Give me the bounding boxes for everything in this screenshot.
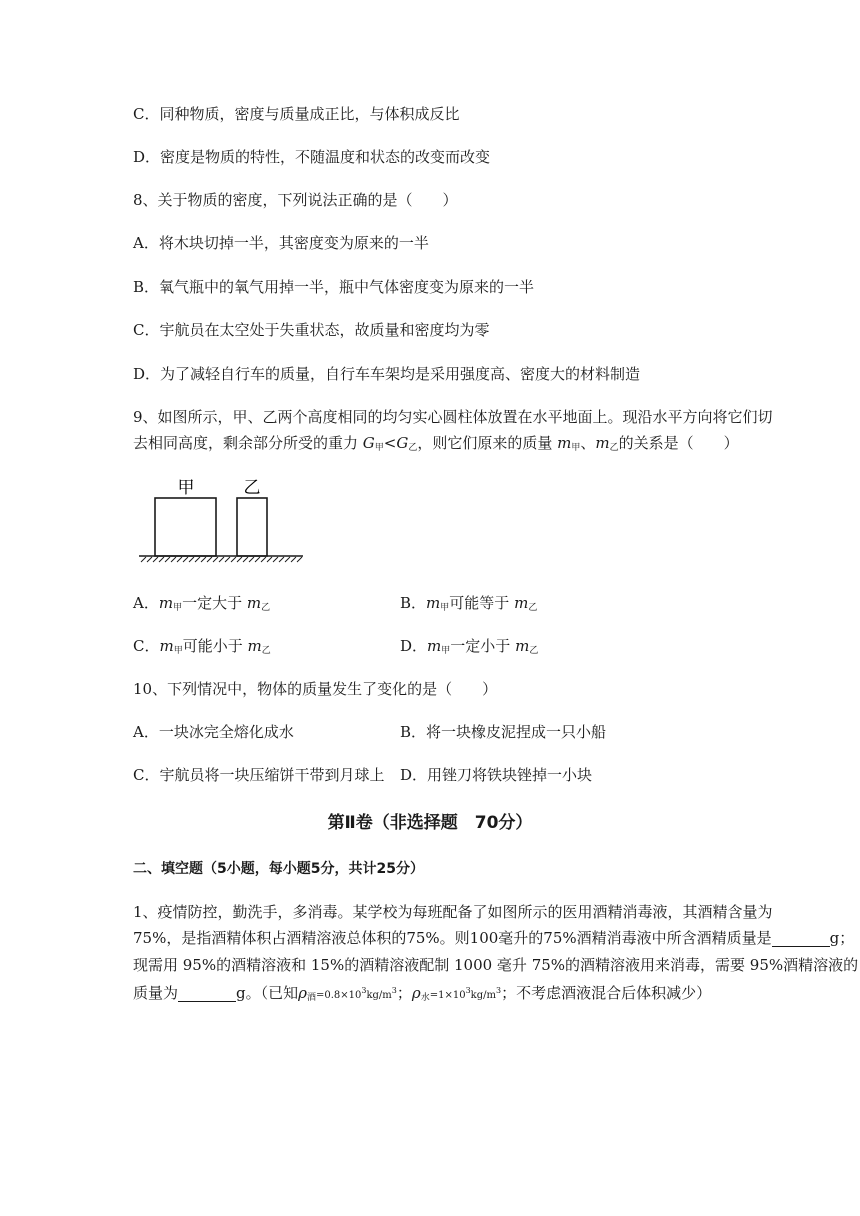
subscript-shui: 水 — [420, 993, 430, 1003]
q9-stem-text-b: ，则它们原来的质量 — [417, 434, 558, 452]
q10-option-a: A．一块冰完全熔化成水 — [133, 723, 294, 741]
q9-option-a — [133, 593, 270, 618]
cylinders-figure — [137, 474, 307, 566]
symbol-m: m — [557, 434, 572, 452]
answer-blank-2[interactable] — [178, 985, 236, 1002]
unit-g: g； — [829, 929, 855, 947]
subscript-yi: 乙 — [528, 603, 538, 613]
subscript-jia: 甲 — [374, 443, 384, 453]
q9-option-d — [400, 636, 538, 661]
q9-option-b — [400, 593, 537, 618]
subscript-yi: 乙 — [609, 443, 619, 453]
ground-hatching — [141, 557, 302, 562]
symbol-m: m — [515, 637, 530, 655]
q8-option-d: D．为了减轻自行车的质量，自行车车架均是采用强度高、密度大的材料制造 — [133, 365, 641, 383]
unit-kgm: kg/m — [470, 990, 496, 1001]
option-text: 一定小于 — [450, 637, 511, 655]
fill1-text: 质量为 — [133, 984, 179, 1002]
exponent: 3 — [361, 986, 367, 995]
q9-stem-text-a: 去相同高度，剩余部分所受的重力 — [133, 434, 363, 452]
fill1-line1: 1、疫情防控，勤洗手，多消毒。某学校为每班配备了如图所示的医用酒精消毒液，其酒精含量为 — [133, 903, 773, 921]
q8-option-b: B．氧气瓶中的氧气用掉一半，瓶中气体密度变为原来的一半 — [133, 278, 535, 296]
cylinder-yi — [237, 498, 267, 556]
q10-option-b: B．将一块橡皮泥捏成一只小船 — [400, 723, 607, 741]
q7-option-d: D．密度是物质的特性，不随温度和状态的改变而改变 — [133, 148, 491, 166]
separator: ； — [396, 984, 412, 1002]
answer-blank-1[interactable] — [772, 930, 830, 947]
group-title: 二、填空题（5小题，每小题5分，共计25分） — [133, 861, 424, 877]
option-letter: A． — [133, 594, 159, 612]
symbol-rho: ρ — [411, 984, 421, 1002]
exponent: 3 — [465, 986, 471, 995]
label-jia: 甲 — [177, 478, 195, 498]
fill1-line3: 现需用 95%的酒精溶液和 15%的酒精溶液配制 1000 毫升 75%的酒精溶液用来消毒，需要 95%酒精溶液的 — [133, 956, 859, 974]
symbol-rho: ρ — [298, 984, 307, 1002]
label-yi: 乙 — [243, 478, 261, 498]
symbol-m: m — [595, 434, 610, 452]
option-letter: B． — [400, 594, 427, 612]
symbol-m: m — [159, 637, 174, 655]
fill1-line4 — [133, 981, 711, 1008]
subscript-jia: 甲 — [571, 443, 581, 453]
option-text: 可能等于 — [449, 594, 510, 612]
fill1-line2 — [133, 928, 854, 948]
symbol-m: m — [427, 637, 442, 655]
option-text: 可能小于 — [182, 637, 243, 655]
q10-option-d: D．用锉刀将铁块锉掉一小块 — [400, 766, 593, 784]
exponent: 3 — [391, 986, 397, 995]
symbol-m: m — [247, 637, 262, 655]
q10-option-c: C．宇航员将一块压缩饼干带到月球上 — [133, 766, 385, 784]
symbol-m: m — [246, 594, 262, 612]
symbol-m: m — [514, 594, 529, 612]
fill1-text: 75%，是指酒精体积占酒精溶液总体积的75%。则100毫升的75%酒精消毒液中所含酒精质量是 — [133, 929, 772, 947]
value-alcohol-density: =0.8×10 — [315, 990, 362, 1001]
cylinder-jia — [155, 498, 216, 556]
symbol-g: G — [362, 434, 375, 452]
q9-stem-line1: 9、如图所示，甲、乙两个高度相同的均匀实心圆柱体放置在水平地面上。现沿水平方向将它们切 — [133, 408, 773, 426]
option-letter: C． — [133, 637, 160, 655]
option-text: 一定大于 — [182, 594, 243, 612]
q8-option-c: C．宇航员在太空处于失重状态，故质量和密度均为零 — [133, 321, 490, 339]
unit-kgm: kg/m — [366, 990, 392, 1001]
subscript-jia: 甲 — [173, 603, 183, 613]
value-water-density: =1×10 — [429, 990, 466, 1001]
subscript-yi: 乙 — [408, 443, 418, 453]
option-letter: D． — [400, 637, 428, 655]
exponent: 3 — [495, 986, 502, 995]
q9-stem-line2 — [133, 433, 739, 458]
subscript-jia: 甲 — [173, 646, 183, 656]
subscript-jia: 甲 — [441, 646, 451, 656]
symbol-m: m — [158, 594, 174, 612]
subscript-yi: 乙 — [529, 646, 539, 656]
subscript-yi: 乙 — [261, 603, 271, 613]
less-than: < — [383, 434, 397, 452]
section-title: 第Ⅱ卷（非选择题 70分） — [327, 813, 533, 833]
q9-option-c — [133, 636, 271, 661]
subscript-jiu: 酒 — [306, 993, 316, 1003]
q8-option-a: A．将木块切掉一半，其密度变为原来的一半 — [133, 234, 429, 252]
fill1-text: g。（已知 — [236, 984, 299, 1002]
symbol-m: m — [426, 594, 441, 612]
comma: 、 — [580, 434, 596, 452]
q10-stem: 10、下列情况中，物体的质量发生了变化的是（ ） — [133, 680, 498, 698]
fill1-text: ；不考虑酒液混合后体积减少） — [501, 984, 712, 1002]
symbol-g: G — [396, 434, 409, 452]
q9-stem-text-c: 的关系是（ ） — [618, 434, 739, 452]
subscript-yi: 乙 — [261, 646, 271, 656]
q7-option-c: C．同种物质，密度与质量成正比，与体积成反比 — [133, 105, 460, 123]
subscript-jia: 甲 — [440, 603, 450, 613]
q8-stem: 8、关于物质的密度，下列说法正确的是（ ） — [133, 191, 458, 209]
